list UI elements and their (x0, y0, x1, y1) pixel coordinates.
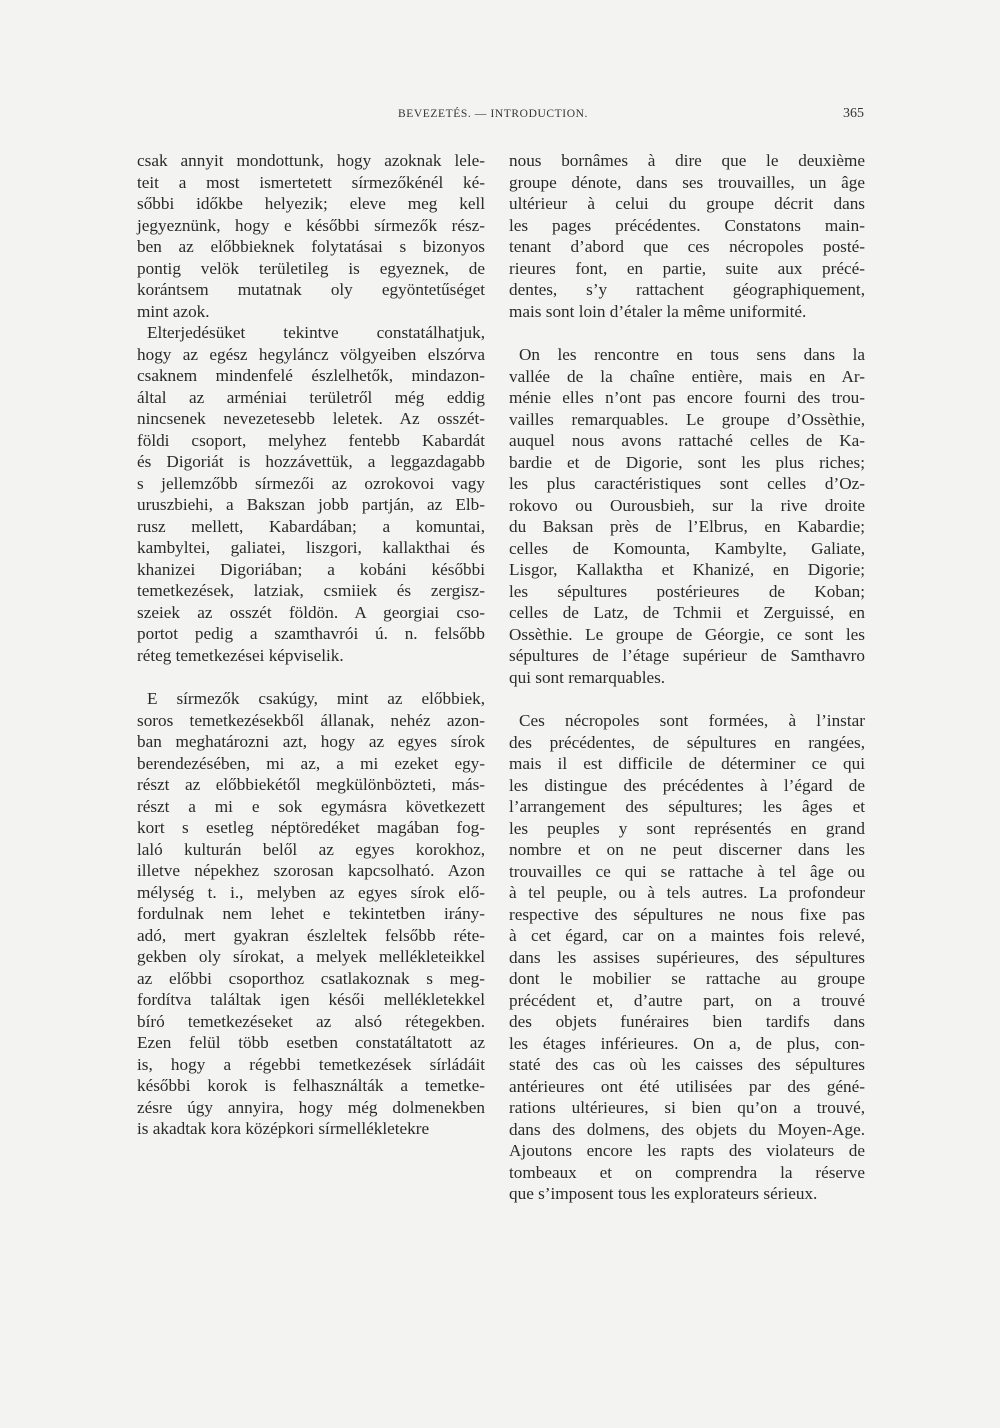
right-column (509, 150, 865, 1205)
text-line: rieures font, en partie, suite aux précé- (509, 258, 865, 278)
text-line: által az arméniai területről még eddig (137, 387, 485, 407)
text-line: kort s esetleg néptöredéket magában fog- (137, 818, 485, 837)
text-line: dentes, s’y rattachent géographiquement, (509, 280, 865, 299)
text-line: E sírmezők csakúgy, mint az előbbiek, (147, 689, 485, 708)
text-line: nombre et on ne peut discerner dans les (509, 840, 865, 859)
text-line: Elterjedésüket tekintve constatálhatjuk, (147, 323, 485, 342)
text-line: csaknem mindenfelé észlelhetők, mindazon- (137, 366, 485, 385)
text-line: is akadtak kora középkori sírmellékletekre (137, 1119, 430, 1138)
text-line: du Baksan près de l’Elbrus, en Kabardie; (509, 517, 865, 536)
text-line: sépultures de l’étage supérieur de Samthavro (509, 646, 865, 665)
text-line: précédent et, d’autre part, on a trouvé (509, 990, 865, 1010)
text-line: antérieures ont été utilisées par des géné- (509, 1076, 865, 1096)
text-line: celles de Latz, de Tchmii et Zerguissé, en (509, 603, 865, 622)
text-line: pontig velök területileg is egyeznek, de (137, 258, 485, 278)
text-line: az előbbi csoporthoz csatlakoznak s meg- (137, 968, 485, 988)
text-line: részt a mi e sok egymásra következett (137, 796, 485, 816)
text-line: hogy az egész hegyláncz völgyeiben elszórva (137, 344, 485, 364)
text-line: Ces nécropoles sont formées, à l’instar (519, 711, 865, 730)
text-line: mint azok. (137, 301, 210, 321)
text-line: csak annyit mondottunk, hogy azoknak lele- (137, 151, 485, 170)
text-line: groupe dénote, dans ses trouvailles, un âge (509, 172, 865, 192)
text-line: On les rencontre en tous sens dans la (519, 345, 865, 364)
text-line: mélység t. i., melyben az egyes sírok elő- (137, 882, 485, 902)
text-line: que s’imposent tous les explorateurs sérieux. (509, 1184, 818, 1203)
text-line: des précédentes, de sépultures en rangées, (509, 732, 865, 752)
text-line: teit a most ismertetett sírmezőkénél ké- (137, 172, 485, 192)
text-line: berendezésében, mi az, a mi ezeket egy- (137, 753, 485, 773)
paragraph-gap (509, 322, 865, 344)
text-line: les pages précédentes. Constatons main- (509, 215, 865, 235)
text-line: sőbbi időkbe helyezik; eleve meg kell (137, 194, 485, 213)
paragraph (509, 710, 865, 1205)
text-line: dans les assises supérieures, des sépultures (509, 947, 865, 967)
text-line: mais il est difficile de déterminer ce qui (509, 754, 865, 773)
text-line: qui sont remarquables. (509, 667, 666, 687)
paragraph (509, 150, 865, 322)
left-column (137, 150, 485, 1140)
paragraph (137, 150, 485, 322)
text-line: nous bornâmes à dire que le deuxième (509, 151, 865, 170)
paragraph (137, 688, 485, 1140)
text-line: rations ultérieures, si bien qu’on a trouvé, (509, 1098, 865, 1117)
text-line: soros temetkezésekből állanak, nehéz azon- (137, 710, 485, 730)
text-line: és Digoriát is hozzávettük, a leggazdagabb (137, 452, 485, 471)
paragraph (509, 344, 865, 688)
text-line: ultérieur à celui du groupe décrit dans (509, 194, 865, 213)
text-line: korántsem mutatnak oly egyöntetűséget (137, 280, 485, 299)
text-line: későbbi korok is felhasználták a temetke- (137, 1076, 485, 1095)
text-line: Lisgor, Kallaktha et Khanizé, en Digorie; (509, 560, 865, 579)
text-line: les sépultures postérieures de Koban; (509, 581, 865, 601)
text-line: bíró temetkezéseket az alsó rétegekben. (137, 1011, 485, 1031)
text-line: Ossèthie. Le groupe de Géorgie, ce sont les (509, 624, 865, 644)
text-line: dans des dolmens, des objets du Moyen-Age. (509, 1119, 865, 1139)
paragraph (137, 322, 485, 666)
text-line: jegyeznünk, hogy e későbbi sírmezők rész- (137, 215, 485, 235)
text-line: dont le mobilier se rattache au groupe (509, 969, 865, 988)
text-line: l’arrangement des sépultures; les âges et (509, 797, 865, 816)
text-line: mais sont loin d’étaler la même uniformité. (509, 301, 807, 321)
text-line: les distingue des précédentes à l’égard de (509, 775, 865, 795)
text-line: rokovo ou Ourousbieh, sur la rive droite (509, 495, 865, 515)
text-line: les peuples y sont représentés en grand (509, 818, 865, 838)
text-line: réteg temetkezései képviselik. (137, 645, 344, 665)
text-line: auquel nous avons rattaché celles de Ka- (509, 431, 865, 450)
text-line: szeiek az osszét földön. A georgiai cso- (137, 602, 485, 622)
text-line: illetve népekhez szorosan kapcsolható. Azon (137, 861, 485, 880)
text-line: temetkezések, latziak, csmiiek és zergisz- (137, 581, 485, 600)
text-line: trouvailles ce qui se rattache à tel âge ou (509, 861, 865, 881)
text-line: vallée de la chaîne entière, mais en Ar- (509, 366, 865, 386)
text-line: tenant d’abord que ces nécropoles posté- (509, 237, 865, 256)
text-line: staté des cas où les caisses des sépultures (509, 1055, 865, 1074)
text-line: laló kulturán belől az egyes korokhoz, (137, 839, 485, 859)
paragraph-gap (137, 666, 485, 688)
text-line: rusz mellett, Kabardában; a komuntai, (137, 516, 485, 536)
text-line: Ezen felül több esetben constatáltatott az (137, 1033, 485, 1052)
text-line: bardie et de Digorie, sont les plus riches; (509, 452, 865, 472)
text-line: uruszbiehi, a Bakszan jobb partján, az Elb- (137, 495, 485, 514)
text-line: zésre úgy annyira, hogy még dolmenekben (137, 1097, 485, 1117)
text-line: ban meghatározni azt, hogy az egyes sírok (137, 732, 485, 751)
text-line: à cet égard, car on a maintes fois relevé, (509, 926, 865, 945)
text-line: celles de Komounta, Kambylte, Galiate, (509, 538, 865, 558)
text-line: ben az előbbieknek folytatásai s bizonyos (137, 237, 485, 256)
text-line: kambyltei, galiatei, liszgori, kallakthai és (137, 538, 485, 557)
text-line: s jellemzőbb sírmezői az ozrokovoi vagy (137, 473, 485, 493)
text-line: Ajoutons encore les rapts des violateurs de (509, 1141, 865, 1160)
text-line: is, hogy a régebbi temetkezések sírládáit (137, 1054, 485, 1074)
text-line: ménie elles n’ont pas encore fourni des trou- (509, 388, 865, 407)
text-line: vailles remarquables. Le groupe d’Ossèthie, (509, 409, 865, 429)
paragraph-gap (509, 688, 865, 710)
text-line: földi csoport, melyhez fentebb Kabardát (137, 430, 485, 450)
text-line: des objets funéraires bien tardifs dans (509, 1012, 865, 1031)
text-line: portot pedig a szamthavrói ú. n. felsőbb (137, 624, 485, 643)
page-number: 365 (843, 106, 864, 121)
text-line: fordítva találtak igen késői mellékletekkel (137, 990, 485, 1009)
running-head: BEVEZETÉS. — INTRODUCTION. (398, 108, 588, 120)
text-line: gekben oly sírokat, a melyek mellékleteikkel (137, 947, 485, 966)
text-line: részt az előbbiekétől megkülönbözteti, más- (137, 775, 485, 794)
text-line: respective des sépultures ne nous fixe pas (509, 904, 865, 924)
text-line: adó, mert gyakran észleltek felsőbb réte- (137, 925, 485, 945)
text-line: fordulnak nem lehet e tekintetben irány- (137, 904, 485, 923)
text-line: nincsenek nevezetesebb leletek. Az osszét- (137, 409, 485, 428)
text-line: à tel peuple, ou à tels autres. La profondeur (509, 883, 865, 902)
text-line: les plus caractéristiques sont celles d’Oz- (509, 474, 865, 493)
text-line: khanizei Digoriában; a kobáni későbbi (137, 559, 485, 579)
text-line: tombeaux et on comprendra la réserve (509, 1162, 865, 1182)
text-line: les étages inférieures. On a, de plus, con- (509, 1033, 865, 1053)
